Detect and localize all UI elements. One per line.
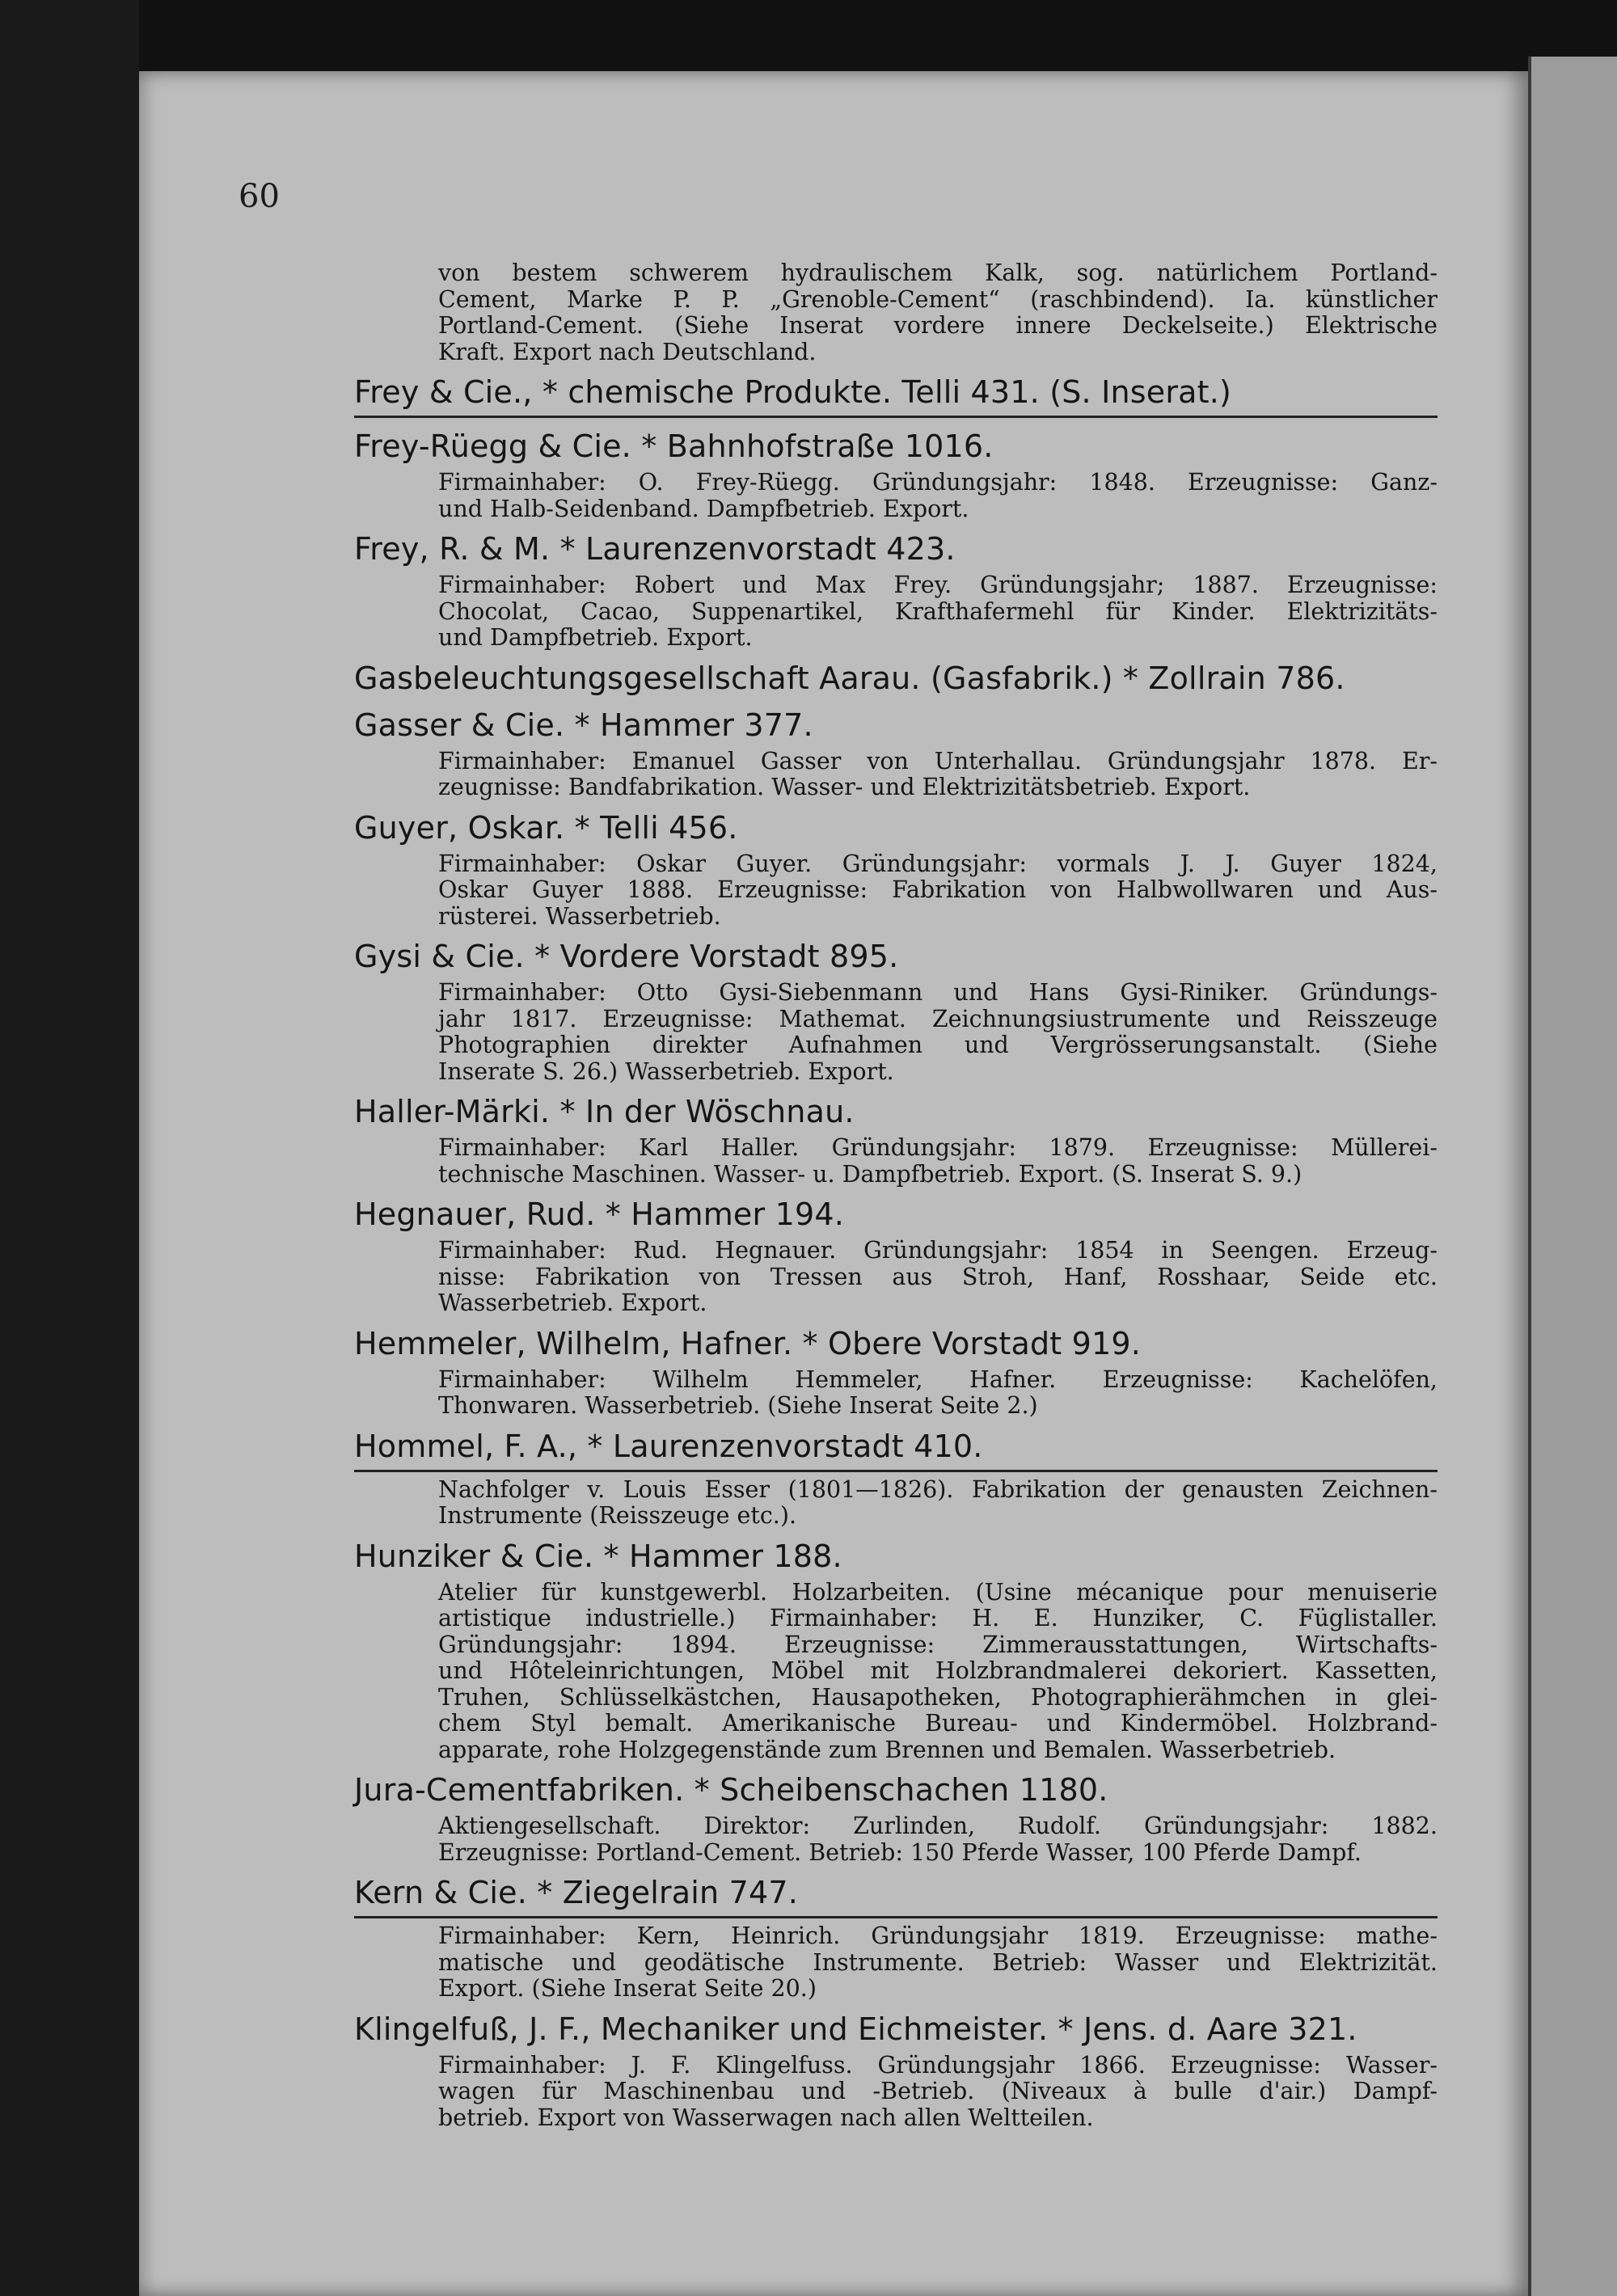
directory-entry xyxy=(354,260,1438,365)
entry-heading-text: Haller-Märki. * In der Wöschnau. xyxy=(354,1094,855,1129)
entry-description-line: betrieb. Export von Wasserwagen nach allen Weltteilen. xyxy=(438,2104,1094,2131)
entry-description xyxy=(354,1238,1438,1317)
entry-description xyxy=(354,1367,1438,1420)
entry-description xyxy=(354,260,1438,365)
entry-heading-text: Hunziker & Cie. * Hammer 188. xyxy=(354,1538,842,1574)
page-number: 60 xyxy=(239,178,280,215)
entry-description-line: und Dampfbetrieb. Export. xyxy=(438,624,753,651)
entry-description xyxy=(354,749,1438,801)
directory-entry xyxy=(354,1766,1438,1866)
entry-heading-text: Guyer, Oskar. * Telli 456. xyxy=(354,809,738,846)
entry-description-line: Firmainhaber: Karl Haller. Gründungsjahr: 1879. Erzeugnisse: Müllerei- xyxy=(438,1134,1438,1161)
entry-description-line: Photographien direkter Aufnahmen und Vergrösserungsanstalt. (Siehe xyxy=(438,1032,1438,1058)
entry-description-line: Atelier für kunstgewerbl. Holzarbeiten. (Usine mécanique pour menuiserie xyxy=(438,1578,1438,1606)
entry-description-line: Oskar Guyer 1888. Erzeugnisse: Fabrikation von Halbwollwaren und Aus- xyxy=(438,876,1438,903)
entry-description-line: technische Maschinen. Wasser- u. Dampfbetrieb. Export. (S. Inserat S. 9.) xyxy=(438,1160,1302,1188)
entry-heading xyxy=(354,369,1438,418)
directory-entry xyxy=(354,655,1438,702)
entry-description xyxy=(354,1813,1438,1866)
adjacent-page-edge xyxy=(1528,57,1617,2296)
entry-description-line: Firmainhaber: O. Frey-Rüegg. Gründungsjahr: 1848. Erzeugnisse: Ganz- xyxy=(438,469,1438,496)
entry-heading-text: Frey, R. & M. * Laurenzenvorstadt 423. xyxy=(354,531,956,567)
entry-description-line: Kraft. Export nach Deutschland. xyxy=(438,338,817,365)
entry-description-line: und Halb-Seidenband. Dampfbetrieb. Export. xyxy=(438,495,969,522)
entry-heading xyxy=(354,1869,1438,1918)
entry-heading-text: Klingelfuß, J. F., Mechaniker und Eichmeister. * Jens. d. Aare 321. xyxy=(354,2011,1357,2047)
directory-entry xyxy=(354,369,1438,418)
directory-listing xyxy=(354,260,1438,2134)
directory-entry xyxy=(354,702,1438,801)
entry-description-line: artistique industrielle.) Firmainhaber: H. E. Hunziker, C. Füglistaller. xyxy=(438,1605,1438,1631)
directory-entry xyxy=(354,423,1438,522)
entry-description xyxy=(354,2053,1438,2132)
entry-description-line: Aktiengesellschaft. Direktor: Zurlinden, Rudolf. Gründungsjahr: 1882. xyxy=(438,1813,1438,1839)
entry-description-line: Inserate S. 26.) Wasserbetrieb. Export. xyxy=(438,1057,894,1085)
entry-heading xyxy=(354,1423,1438,1472)
entry-heading-text: Gasbeleuchtungsgesellschaft Aarau. (Gasfabrik.) * Zollrain 786. xyxy=(354,660,1345,696)
directory-entry xyxy=(354,1533,1438,1764)
entry-description-line: Portland-Cement. (Siehe Inserat vordere innere Deckelseite.) Elektrische xyxy=(438,312,1438,339)
entry-description-line: rüsterei. Wasserbetrieb. xyxy=(438,902,721,930)
entry-heading xyxy=(354,423,1438,470)
entry-description-line: Chocolat, Cacao, Suppenartikel, Krafthafermehl für Kinder. Elektrizitäts- xyxy=(438,597,1438,625)
entry-description-line: Firmainhaber: Robert und Max Frey. Gründungsjahr; 1887. Erzeugnisse: xyxy=(438,572,1438,598)
directory-entry xyxy=(354,1191,1438,1317)
entry-heading-text: Frey & Cie., * chemische Produkte. Telli 431. (S. Inserat.) xyxy=(354,374,1232,410)
entry-heading xyxy=(354,1533,1438,1580)
entry-description xyxy=(354,980,1438,1085)
entry-description-line: Firmainhaber: J. F. Klingelfuss. Gründungsjahr 1866. Erzeugnisse: Wasser- xyxy=(438,2051,1438,2079)
entry-description-line: zeugnisse: Bandfabrikation. Wasser- und Elektrizitätsbetrieb. Export. xyxy=(438,774,1251,800)
directory-entry xyxy=(354,1423,1438,1530)
entry-description-line: Truhen, Schlüsselkästchen, Hausapotheken, Photographierähmchen in glei- xyxy=(438,1683,1438,1711)
scan-background-left xyxy=(0,0,139,2296)
entry-heading-text: Hommel, F. A., * Laurenzenvorstadt 410. xyxy=(354,1428,983,1464)
directory-entry xyxy=(354,1869,1438,2003)
entry-heading xyxy=(354,1191,1438,1238)
entry-description-line: Firmainhaber: Kern, Heinrich. Gründungsjahr 1819. Erzeugnisse: mathe- xyxy=(438,1922,1438,1949)
entry-description-line: und Hôteleinrichtungen, Möbel mit Holzbrandmalerei dekoriert. Kassetten, xyxy=(438,1657,1438,1684)
entry-description-line: Instrumente (Reisszeuge etc.). xyxy=(438,1502,797,1529)
directory-entry xyxy=(354,1088,1438,1188)
entry-description xyxy=(354,1580,1438,1764)
entry-heading xyxy=(354,655,1438,702)
entry-description-line: Thonwaren. Wasserbetrieb. (Siehe Inserat Seite 2.) xyxy=(438,1392,1038,1419)
entry-heading xyxy=(354,525,1438,572)
entry-description-line: apparate, rohe Holzgegenstände zum Brennen und Bemalen. Wasserbetrieb. xyxy=(438,1736,1336,1763)
entry-description-line: nisse: Fabrikation von Tressen aus Stroh, Hanf, Rosshaar, Seide etc. xyxy=(438,1263,1438,1290)
entry-description-line: Firmainhaber: Otto Gysi-Siebenmann und Hans Gysi-Riniker. Gründungs- xyxy=(438,979,1438,1006)
entry-description xyxy=(354,470,1438,522)
entry-heading-text: Frey-Rüegg & Cie. * Bahnhofstraße 1016. xyxy=(354,428,994,464)
entry-heading-text: Kern & Cie. * Ziegelrain 747. xyxy=(354,1875,799,1910)
entry-description-line: matische und geodätische Instrumente. Betrieb: Wasser und Elektrizität. xyxy=(438,1948,1438,1976)
directory-entry xyxy=(354,2006,1438,2132)
entry-description-line: Firmainhaber: Oskar Guyer. Gründungsjahr: vormals J. J. Guyer 1824, xyxy=(438,850,1438,877)
entry-heading xyxy=(354,1766,1438,1813)
entry-description-line: Gründungsjahr: 1894. Erzeugnisse: Zimmerausstattungen, Wirtschafts- xyxy=(438,1631,1438,1658)
entry-description-line: chem Styl bemalt. Amerikanische Bureau- und Kindermöbel. Holzbrand- xyxy=(438,1710,1438,1737)
entry-description xyxy=(354,1477,1438,1530)
entry-heading-text: Gasser & Cie. * Hammer 377. xyxy=(354,707,813,743)
entry-description-line: Firmainhaber: Emanuel Gasser von Unterhallau. Gründungsjahr 1878. Er- xyxy=(438,747,1438,774)
entry-description-line: jahr 1817. Erzeugnisse: Mathemat. Zeichnungsiustrumente und Reisszeuge xyxy=(438,1005,1438,1032)
entry-description-line: Wasserbetrieb. Export. xyxy=(438,1289,707,1316)
entry-description xyxy=(354,1135,1438,1188)
entry-heading-text: Hegnauer, Rud. * Hammer 194. xyxy=(354,1197,845,1232)
entry-description-line: Firmainhaber: Rud. Hegnauer. Gründungsjahr: 1854 in Seengen. Erzeug- xyxy=(438,1237,1438,1264)
entry-heading-text: Jura-Cementfabriken. * Scheibenschachen 1180. xyxy=(354,1772,1108,1808)
entry-description-line: Firmainhaber: Wilhelm Hemmeler, Hafner. Erzeugnisse: Kachelöfen, xyxy=(438,1365,1438,1393)
entry-heading xyxy=(354,1088,1438,1135)
entry-heading xyxy=(354,804,1438,851)
entry-heading xyxy=(354,2006,1438,2053)
entry-description-line: Export. (Siehe Inserat Seite 20.) xyxy=(438,1975,817,2002)
entry-heading-text: Hemmeler, Wilhelm, Hafner. * Obere Vorstadt 919. xyxy=(354,1325,1142,1361)
directory-entry xyxy=(354,933,1438,1085)
entry-description-line: Erzeugnisse: Portland-Cement. Betrieb: 150 Pferde Wasser, 100 Pferde Dampf. xyxy=(438,1838,1362,1866)
entry-heading xyxy=(354,702,1438,749)
entry-heading-text: Gysi & Cie. * Vordere Vorstadt 895. xyxy=(354,939,899,974)
entry-heading xyxy=(354,1320,1438,1367)
entry-description xyxy=(354,1923,1438,2003)
directory-entry xyxy=(354,1320,1438,1420)
entry-description-line: Cement, Marke P. P. „Grenoble-Cement“ (raschbindend). Ia. künstlicher xyxy=(438,285,1438,313)
entry-description xyxy=(354,851,1438,931)
entry-description-line: von bestem schwerem hydraulischem Kalk, sog. natürlichem Portland- xyxy=(438,260,1438,286)
entry-heading xyxy=(354,933,1438,980)
directory-entry xyxy=(354,525,1438,652)
entry-description-line: wagen für Maschinenbau und -Betrieb. (Niveaux à bulle d'air.) Dampf- xyxy=(438,2078,1438,2104)
entry-description xyxy=(354,572,1438,652)
entry-description-line: Nachfolger v. Louis Esser (1801—1826). Fabrikation der genausten Zeichnen- xyxy=(438,1475,1438,1503)
directory-entry xyxy=(354,804,1438,931)
